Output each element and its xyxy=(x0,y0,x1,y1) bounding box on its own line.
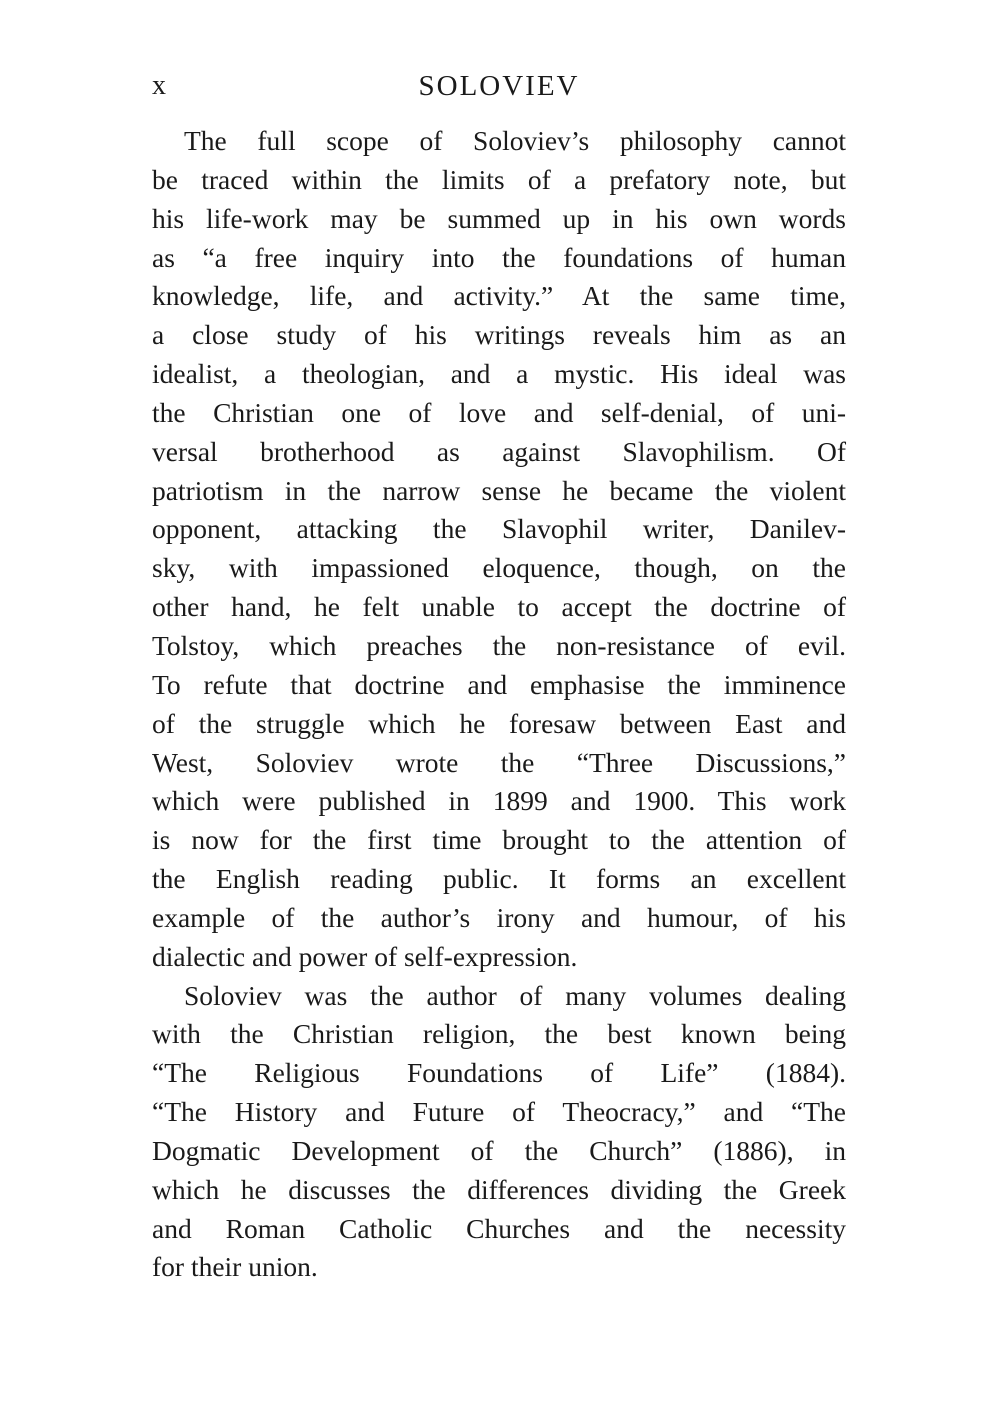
text-line: which were published in 1899 and 1900. This work xyxy=(152,785,846,817)
text-line: with the Christian religion, the best known being xyxy=(152,1018,846,1050)
text-line: Dogmatic Development of the Church” (1886), in xyxy=(152,1134,846,1166)
text-line: versal brotherhood as against Slavophilism. Of xyxy=(152,435,846,467)
paragraph-2 xyxy=(152,977,846,1288)
page-number: x xyxy=(152,70,167,101)
text-line: patriotism in the narrow sense he became the violent xyxy=(152,474,846,506)
text-line: knowledge, life, and activity.” At the same time, xyxy=(152,280,846,312)
text-line: West, Soloviev wrote the “Three Discussions,” xyxy=(152,746,846,778)
text-line: example of the author’s irony and humour, of his xyxy=(152,901,846,933)
text-line: the Christian one of love and self-denial, of uni- xyxy=(152,396,846,428)
text-line: dialectic and power of self-expression. xyxy=(152,940,578,972)
text-line: The full scope of Soloviev’s philosophy cannot xyxy=(184,125,846,156)
text-line: idealist, a theologian, and a mystic. His ideal was xyxy=(152,358,846,390)
running-title: SOLOVIEV xyxy=(418,70,580,102)
text-line: and Roman Catholic Churches and the necessity xyxy=(152,1212,846,1244)
text-line: “The History and Future of Theocracy,” and “The xyxy=(152,1096,846,1128)
text-line: sky, with impassioned eloquence, though, on the xyxy=(152,552,846,584)
text-line: Tolstoy, which preaches the non-resistance of evil. xyxy=(152,629,846,661)
text-line: for their union. xyxy=(152,1251,318,1283)
text-line: other hand, he felt unable to accept the doctrine of xyxy=(152,591,846,623)
body-text xyxy=(152,122,846,1287)
text-line: be traced within the limits of a prefatory note, but xyxy=(152,163,846,195)
text-line: a close study of his writings reveals him as an xyxy=(152,319,846,351)
text-line: as “a free inquiry into the foundations of human xyxy=(152,241,846,273)
text-line: the English reading public. It forms an excellent xyxy=(152,863,846,895)
text-line: is now for the first time brought to the attention of xyxy=(152,824,846,856)
text-line: To refute that doctrine and emphasise the imminence xyxy=(152,668,846,700)
paragraph-1 xyxy=(152,122,846,977)
text-line: his life-work may be summed up in his own words xyxy=(152,202,846,234)
text-line: “The Religious Foundations of Life” (1884). xyxy=(152,1057,846,1089)
text-line: Soloviev was the author of many volumes dealing xyxy=(184,979,846,1011)
text-line: of the struggle which he foresaw between East and xyxy=(152,707,846,739)
text-line: opponent, attacking the Slavophil writer, Danilev- xyxy=(152,513,846,545)
text-line: which he discusses the differences dividing the Greek xyxy=(152,1173,846,1205)
running-head xyxy=(152,70,846,110)
